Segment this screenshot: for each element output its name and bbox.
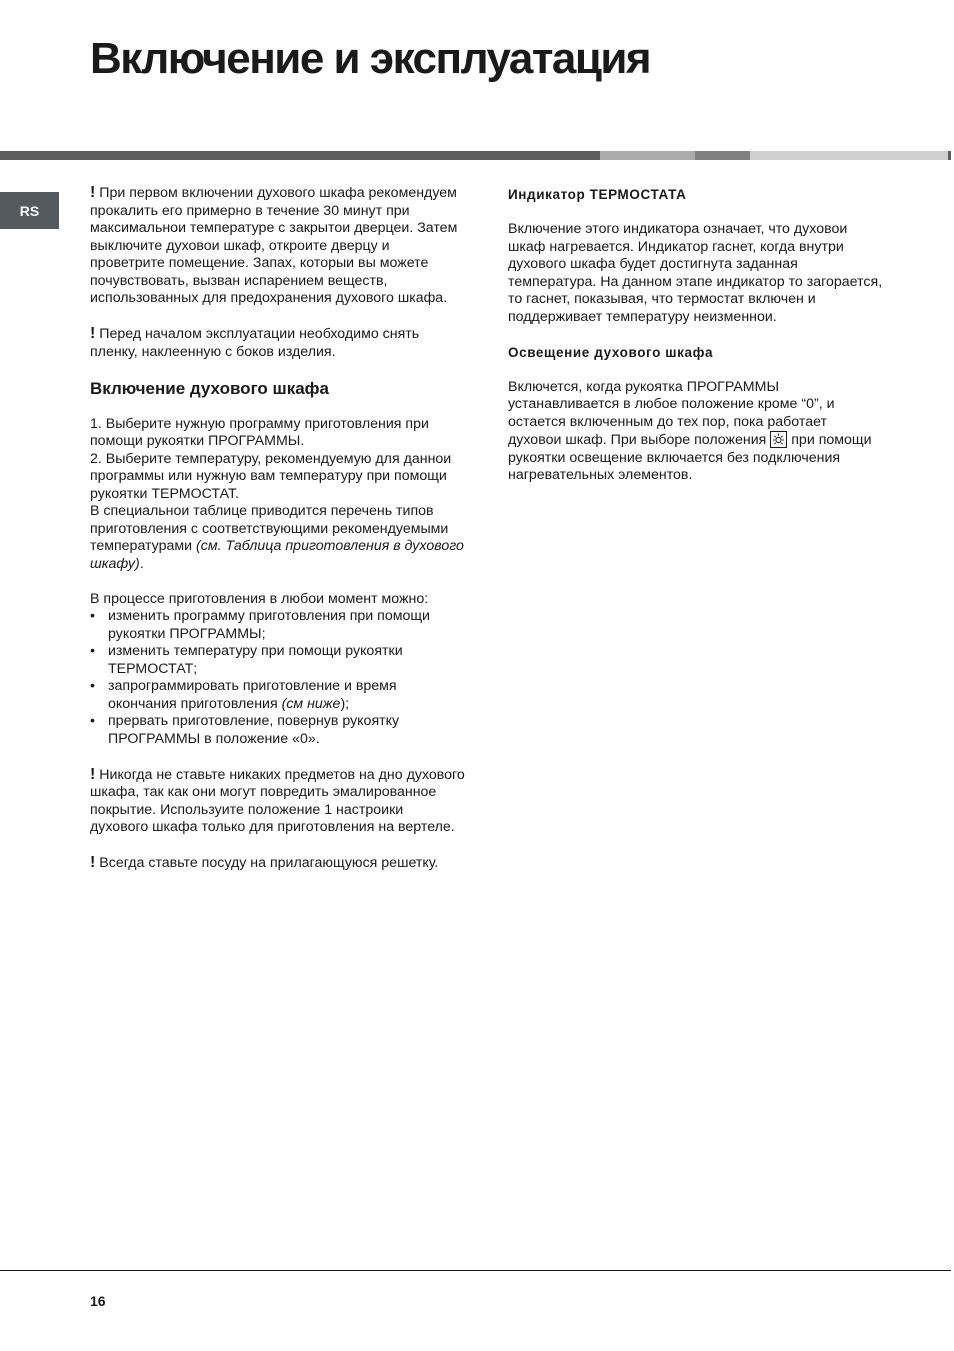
header-band-dark	[0, 151, 600, 160]
warning-mark: !	[90, 765, 96, 783]
list-item: • изменить программу приготовления при помощи рукоятки ПРОГРАММЫ;	[90, 608, 465, 643]
process-options-list	[90, 608, 465, 748]
section-heading-thermostat-indicator: Индикатор ТЕРМОСТАТА	[508, 187, 687, 202]
warning-mark: !	[90, 325, 96, 342]
list-item	[90, 678, 465, 713]
table-note: В специальнои таблице приводится перечень типов приготовления с соответствующими рекомендуемыми температурами	[90, 503, 449, 554]
process-intro: В процессе приготовления в любои момент можно:	[90, 590, 429, 607]
table-reference: (см. Таблица приготовления в духового шкафу)	[90, 538, 464, 572]
header-band-mid	[600, 151, 695, 160]
warning-text: Всегда ставьте посуду на прилагающуюся решетку.	[95, 855, 439, 871]
table-note-end: .	[139, 555, 144, 572]
header-band-light	[750, 151, 948, 160]
page-title: Включение и эксплуатация	[90, 34, 651, 83]
header-band-mid-dark	[695, 151, 750, 160]
oven-light-text-a: Включется, когда рукоятка ПРОГРАММЫ устанавливается в любое положение кроме “0”, и остается включенным до тех пор, пока работает духовои шкаф. При выборе положения	[508, 378, 835, 448]
warning-text: При первом включении духового шкафа рекомендуем прокалить его примерно в течение 30 минут при максимальнои температуре с закрытои дверцеи. Затем выключите духовои шкаф, откроите дверцу и проветрите помещение. Запах, которыи вы можете почувствовать, вызван испарением веществ, использованных для предохранения духового шкафа.	[90, 185, 458, 306]
section-heading-oven-light: Освещение духового шкафа	[508, 344, 714, 360]
oven-light-icon	[770, 431, 787, 448]
list-item: • изменить температуру при помощи рукоятки ТЕРМОСТАТ;	[90, 643, 465, 678]
thermostat-indicator-text: Включение этого индикатора означает, что духовои шкаф нагревается. Индикатор гаснет, когда внутри духового шкафа будет достигнута заданная температура. На данном этапе индикатор то загорается, то гаснет, показывая, что термостат включен и поддерживает температуру неизменнои.	[508, 221, 883, 325]
right-column	[508, 184, 883, 502]
list-item-text-end: );	[340, 695, 350, 712]
warning-mark: !	[90, 184, 96, 201]
warning-paragraph-first-use	[90, 184, 465, 308]
footer-divider	[0, 1270, 951, 1271]
section-heading-oven-start: Включение духового шкафа	[90, 378, 329, 398]
page-number: 16	[90, 1293, 106, 1309]
oven-light-text	[508, 379, 883, 485]
left-column	[90, 184, 465, 890]
header-band-end	[948, 151, 951, 160]
warning-text: Никогда не ставьте никаких предметов на дно духового шкафа, так как они могут повредить эмалированное покрытие. Используите положение 1 настроики духового шкафа только для приготовления на вертеле.	[90, 766, 465, 835]
list-item-reference: (см ниже	[281, 695, 341, 712]
oven-light-text-b: при помощи рукоятки освещение включается без подключения нагревательных элементов.	[508, 432, 872, 483]
language-tab: RS	[0, 192, 59, 229]
list-item-text: запрограммировать приготовление и время окончания приготовления	[108, 678, 397, 712]
warning-mark: !	[90, 854, 96, 871]
step-1: 1. Выберите нужную программу приготовления при помощи рукоятки ПРОГРАММЫ.	[90, 415, 429, 449]
warning-text: Перед началом эксплуатации необходимо снять пленку, наклеенную с боков изделия.	[90, 326, 420, 360]
warning-paragraph-grid	[90, 854, 465, 873]
list-item: • прервать приготовление, повернув рукоятку ПРОГРАММЫ в положение «0».	[90, 713, 465, 748]
step-2: 2. Выберите температуру, рекомендуемую для даннои программы или нужную вам температуру при помощи рукоятки ТЕРМОСТАТ.	[90, 450, 452, 502]
steps-paragraph	[90, 416, 465, 574]
warning-paragraph-bottom	[90, 766, 465, 837]
warning-paragraph-film	[90, 325, 465, 361]
